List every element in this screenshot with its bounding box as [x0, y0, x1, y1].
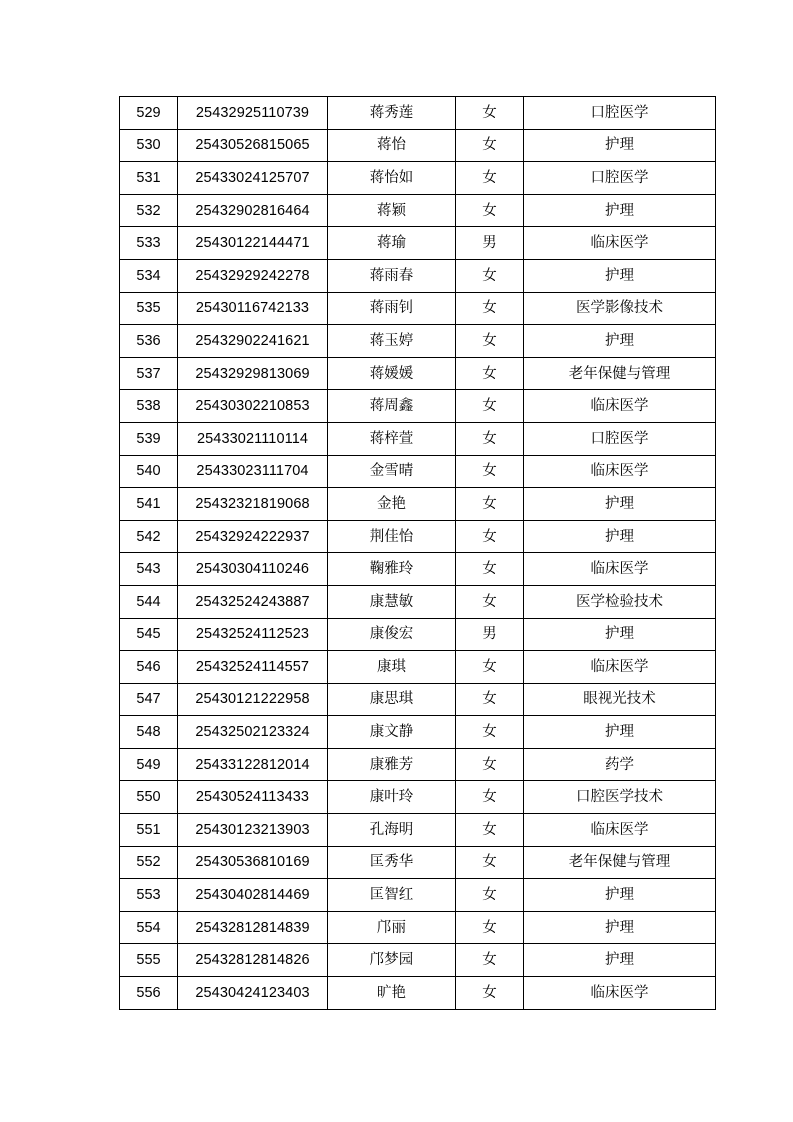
student-id-cell: 25430304110246	[178, 553, 328, 586]
gender-cell: 女	[456, 911, 524, 944]
row-number-cell: 543	[120, 553, 178, 586]
table-row	[120, 716, 716, 749]
table-row	[120, 651, 716, 684]
gender-cell: 女	[456, 488, 524, 521]
table-row	[120, 390, 716, 423]
row-number-cell: 548	[120, 716, 178, 749]
major-cell: 护理	[524, 944, 716, 977]
table-row	[120, 97, 716, 130]
major-cell: 临床医学	[524, 227, 716, 260]
table-row	[120, 129, 716, 162]
student-id-cell: 25430116742133	[178, 292, 328, 325]
gender-cell: 女	[456, 716, 524, 749]
student-name-cell: 蒋雨钊	[328, 292, 456, 325]
major-cell: 口腔医学	[524, 422, 716, 455]
row-number-cell: 534	[120, 259, 178, 292]
row-number-cell: 531	[120, 162, 178, 195]
row-number-cell: 540	[120, 455, 178, 488]
student-name-cell: 匡智红	[328, 879, 456, 912]
major-cell: 临床医学	[524, 553, 716, 586]
major-cell: 护理	[524, 259, 716, 292]
table-row	[120, 292, 716, 325]
student-id-cell: 25430524113433	[178, 781, 328, 814]
row-number-cell: 532	[120, 194, 178, 227]
student-name-cell: 匡秀华	[328, 846, 456, 879]
gender-cell: 女	[456, 814, 524, 847]
gender-cell: 女	[456, 520, 524, 553]
student-id-cell: 25432524114557	[178, 651, 328, 684]
row-number-cell: 554	[120, 911, 178, 944]
major-cell: 口腔医学技术	[524, 781, 716, 814]
gender-cell: 女	[456, 977, 524, 1010]
gender-cell: 女	[456, 97, 524, 130]
row-number-cell: 556	[120, 977, 178, 1010]
gender-cell: 女	[456, 292, 524, 325]
row-number-cell: 551	[120, 814, 178, 847]
row-number-cell: 545	[120, 618, 178, 651]
student-id-cell: 25432924222937	[178, 520, 328, 553]
student-name-cell: 康雅芳	[328, 748, 456, 781]
table-row	[120, 585, 716, 618]
student-id-cell: 25432502123324	[178, 716, 328, 749]
table-row	[120, 748, 716, 781]
student-name-cell: 邝丽	[328, 911, 456, 944]
row-number-cell: 537	[120, 357, 178, 390]
student-id-cell: 25432812814839	[178, 911, 328, 944]
major-cell: 护理	[524, 194, 716, 227]
student-id-cell: 25430424123403	[178, 977, 328, 1010]
gender-cell: 女	[456, 422, 524, 455]
table-row	[120, 259, 716, 292]
major-cell: 临床医学	[524, 814, 716, 847]
row-number-cell: 547	[120, 683, 178, 716]
table-row	[120, 422, 716, 455]
gender-cell: 女	[456, 455, 524, 488]
student-id-cell: 25430121222958	[178, 683, 328, 716]
gender-cell: 女	[456, 259, 524, 292]
table-row	[120, 553, 716, 586]
student-id-cell: 25430526815065	[178, 129, 328, 162]
gender-cell: 女	[456, 553, 524, 586]
student-id-cell: 25433122812014	[178, 748, 328, 781]
table-row	[120, 846, 716, 879]
major-cell: 护理	[524, 716, 716, 749]
row-number-cell: 549	[120, 748, 178, 781]
major-cell: 临床医学	[524, 651, 716, 684]
gender-cell: 男	[456, 227, 524, 260]
gender-cell: 女	[456, 748, 524, 781]
table-row	[120, 357, 716, 390]
table-body	[120, 97, 716, 1010]
row-number-cell: 539	[120, 422, 178, 455]
table-row	[120, 781, 716, 814]
table-row	[120, 879, 716, 912]
student-list-table	[119, 96, 716, 1010]
row-number-cell: 530	[120, 129, 178, 162]
row-number-cell: 550	[120, 781, 178, 814]
student-name-cell: 孔海明	[328, 814, 456, 847]
gender-cell: 女	[456, 325, 524, 358]
student-name-cell: 荆佳怡	[328, 520, 456, 553]
student-id-cell: 25433023111704	[178, 455, 328, 488]
student-id-cell: 25433024125707	[178, 162, 328, 195]
student-name-cell: 康叶玲	[328, 781, 456, 814]
table-row	[120, 911, 716, 944]
major-cell: 护理	[524, 618, 716, 651]
table-row	[120, 520, 716, 553]
major-cell: 护理	[524, 325, 716, 358]
table-row	[120, 162, 716, 195]
gender-cell: 女	[456, 846, 524, 879]
major-cell: 医学影像技术	[524, 292, 716, 325]
gender-cell: 女	[456, 651, 524, 684]
student-id-cell: 25432902816464	[178, 194, 328, 227]
table-row	[120, 618, 716, 651]
row-number-cell: 544	[120, 585, 178, 618]
table-row	[120, 325, 716, 358]
student-name-cell: 蒋秀莲	[328, 97, 456, 130]
student-id-cell: 25430402814469	[178, 879, 328, 912]
student-name-cell: 康思琪	[328, 683, 456, 716]
student-name-cell: 蒋颖	[328, 194, 456, 227]
student-id-cell: 25430122144471	[178, 227, 328, 260]
major-cell: 口腔医学	[524, 162, 716, 195]
major-cell: 眼视光技术	[524, 683, 716, 716]
major-cell: 护理	[524, 520, 716, 553]
gender-cell: 女	[456, 683, 524, 716]
row-number-cell: 538	[120, 390, 178, 423]
student-name-cell: 康文静	[328, 716, 456, 749]
student-name-cell: 邝梦园	[328, 944, 456, 977]
student-name-cell: 蒋怡	[328, 129, 456, 162]
table-row	[120, 814, 716, 847]
row-number-cell: 541	[120, 488, 178, 521]
table-row	[120, 227, 716, 260]
row-number-cell: 546	[120, 651, 178, 684]
row-number-cell: 536	[120, 325, 178, 358]
row-number-cell: 533	[120, 227, 178, 260]
student-id-cell: 25430123213903	[178, 814, 328, 847]
student-name-cell: 金雪晴	[328, 455, 456, 488]
student-id-cell: 25432902241621	[178, 325, 328, 358]
student-name-cell: 旷艳	[328, 977, 456, 1010]
student-id-cell: 25432321819068	[178, 488, 328, 521]
student-id-cell: 25432812814826	[178, 944, 328, 977]
major-cell: 护理	[524, 129, 716, 162]
major-cell: 临床医学	[524, 455, 716, 488]
student-name-cell: 蒋梓萱	[328, 422, 456, 455]
gender-cell: 男	[456, 618, 524, 651]
gender-cell: 女	[456, 585, 524, 618]
student-id-cell: 25433021110114	[178, 422, 328, 455]
student-name-cell: 金艳	[328, 488, 456, 521]
major-cell: 护理	[524, 879, 716, 912]
student-name-cell: 蒋瑜	[328, 227, 456, 260]
student-name-cell: 康琪	[328, 651, 456, 684]
student-name-cell: 康俊宏	[328, 618, 456, 651]
student-name-cell: 康慧敏	[328, 585, 456, 618]
student-name-cell: 蒋怡如	[328, 162, 456, 195]
major-cell: 护理	[524, 911, 716, 944]
gender-cell: 女	[456, 194, 524, 227]
student-name-cell: 蒋周鑫	[328, 390, 456, 423]
table-row	[120, 455, 716, 488]
major-cell: 老年保健与管理	[524, 357, 716, 390]
row-number-cell: 555	[120, 944, 178, 977]
major-cell: 口腔医学	[524, 97, 716, 130]
table-row	[120, 488, 716, 521]
student-id-cell: 25430302210853	[178, 390, 328, 423]
major-cell: 临床医学	[524, 390, 716, 423]
gender-cell: 女	[456, 162, 524, 195]
gender-cell: 女	[456, 129, 524, 162]
table-row	[120, 683, 716, 716]
gender-cell: 女	[456, 879, 524, 912]
major-cell: 医学检验技术	[524, 585, 716, 618]
student-name-cell: 蒋雨春	[328, 259, 456, 292]
major-cell: 老年保健与管理	[524, 846, 716, 879]
gender-cell: 女	[456, 781, 524, 814]
student-id-cell: 25432524243887	[178, 585, 328, 618]
gender-cell: 女	[456, 944, 524, 977]
row-number-cell: 553	[120, 879, 178, 912]
major-cell: 药学	[524, 748, 716, 781]
student-id-cell: 25432929813069	[178, 357, 328, 390]
row-number-cell: 542	[120, 520, 178, 553]
table-row	[120, 977, 716, 1010]
major-cell: 护理	[524, 488, 716, 521]
gender-cell: 女	[456, 390, 524, 423]
row-number-cell: 552	[120, 846, 178, 879]
student-name-cell: 鞠雅玲	[328, 553, 456, 586]
table-row	[120, 944, 716, 977]
student-name-cell: 蒋媛媛	[328, 357, 456, 390]
student-id-cell: 25430536810169	[178, 846, 328, 879]
major-cell: 临床医学	[524, 977, 716, 1010]
row-number-cell: 529	[120, 97, 178, 130]
student-id-cell: 25432929242278	[178, 259, 328, 292]
student-name-cell: 蒋玉婷	[328, 325, 456, 358]
student-id-cell: 25432524112523	[178, 618, 328, 651]
student-id-cell: 25432925110739	[178, 97, 328, 130]
row-number-cell: 535	[120, 292, 178, 325]
gender-cell: 女	[456, 357, 524, 390]
table-row	[120, 194, 716, 227]
